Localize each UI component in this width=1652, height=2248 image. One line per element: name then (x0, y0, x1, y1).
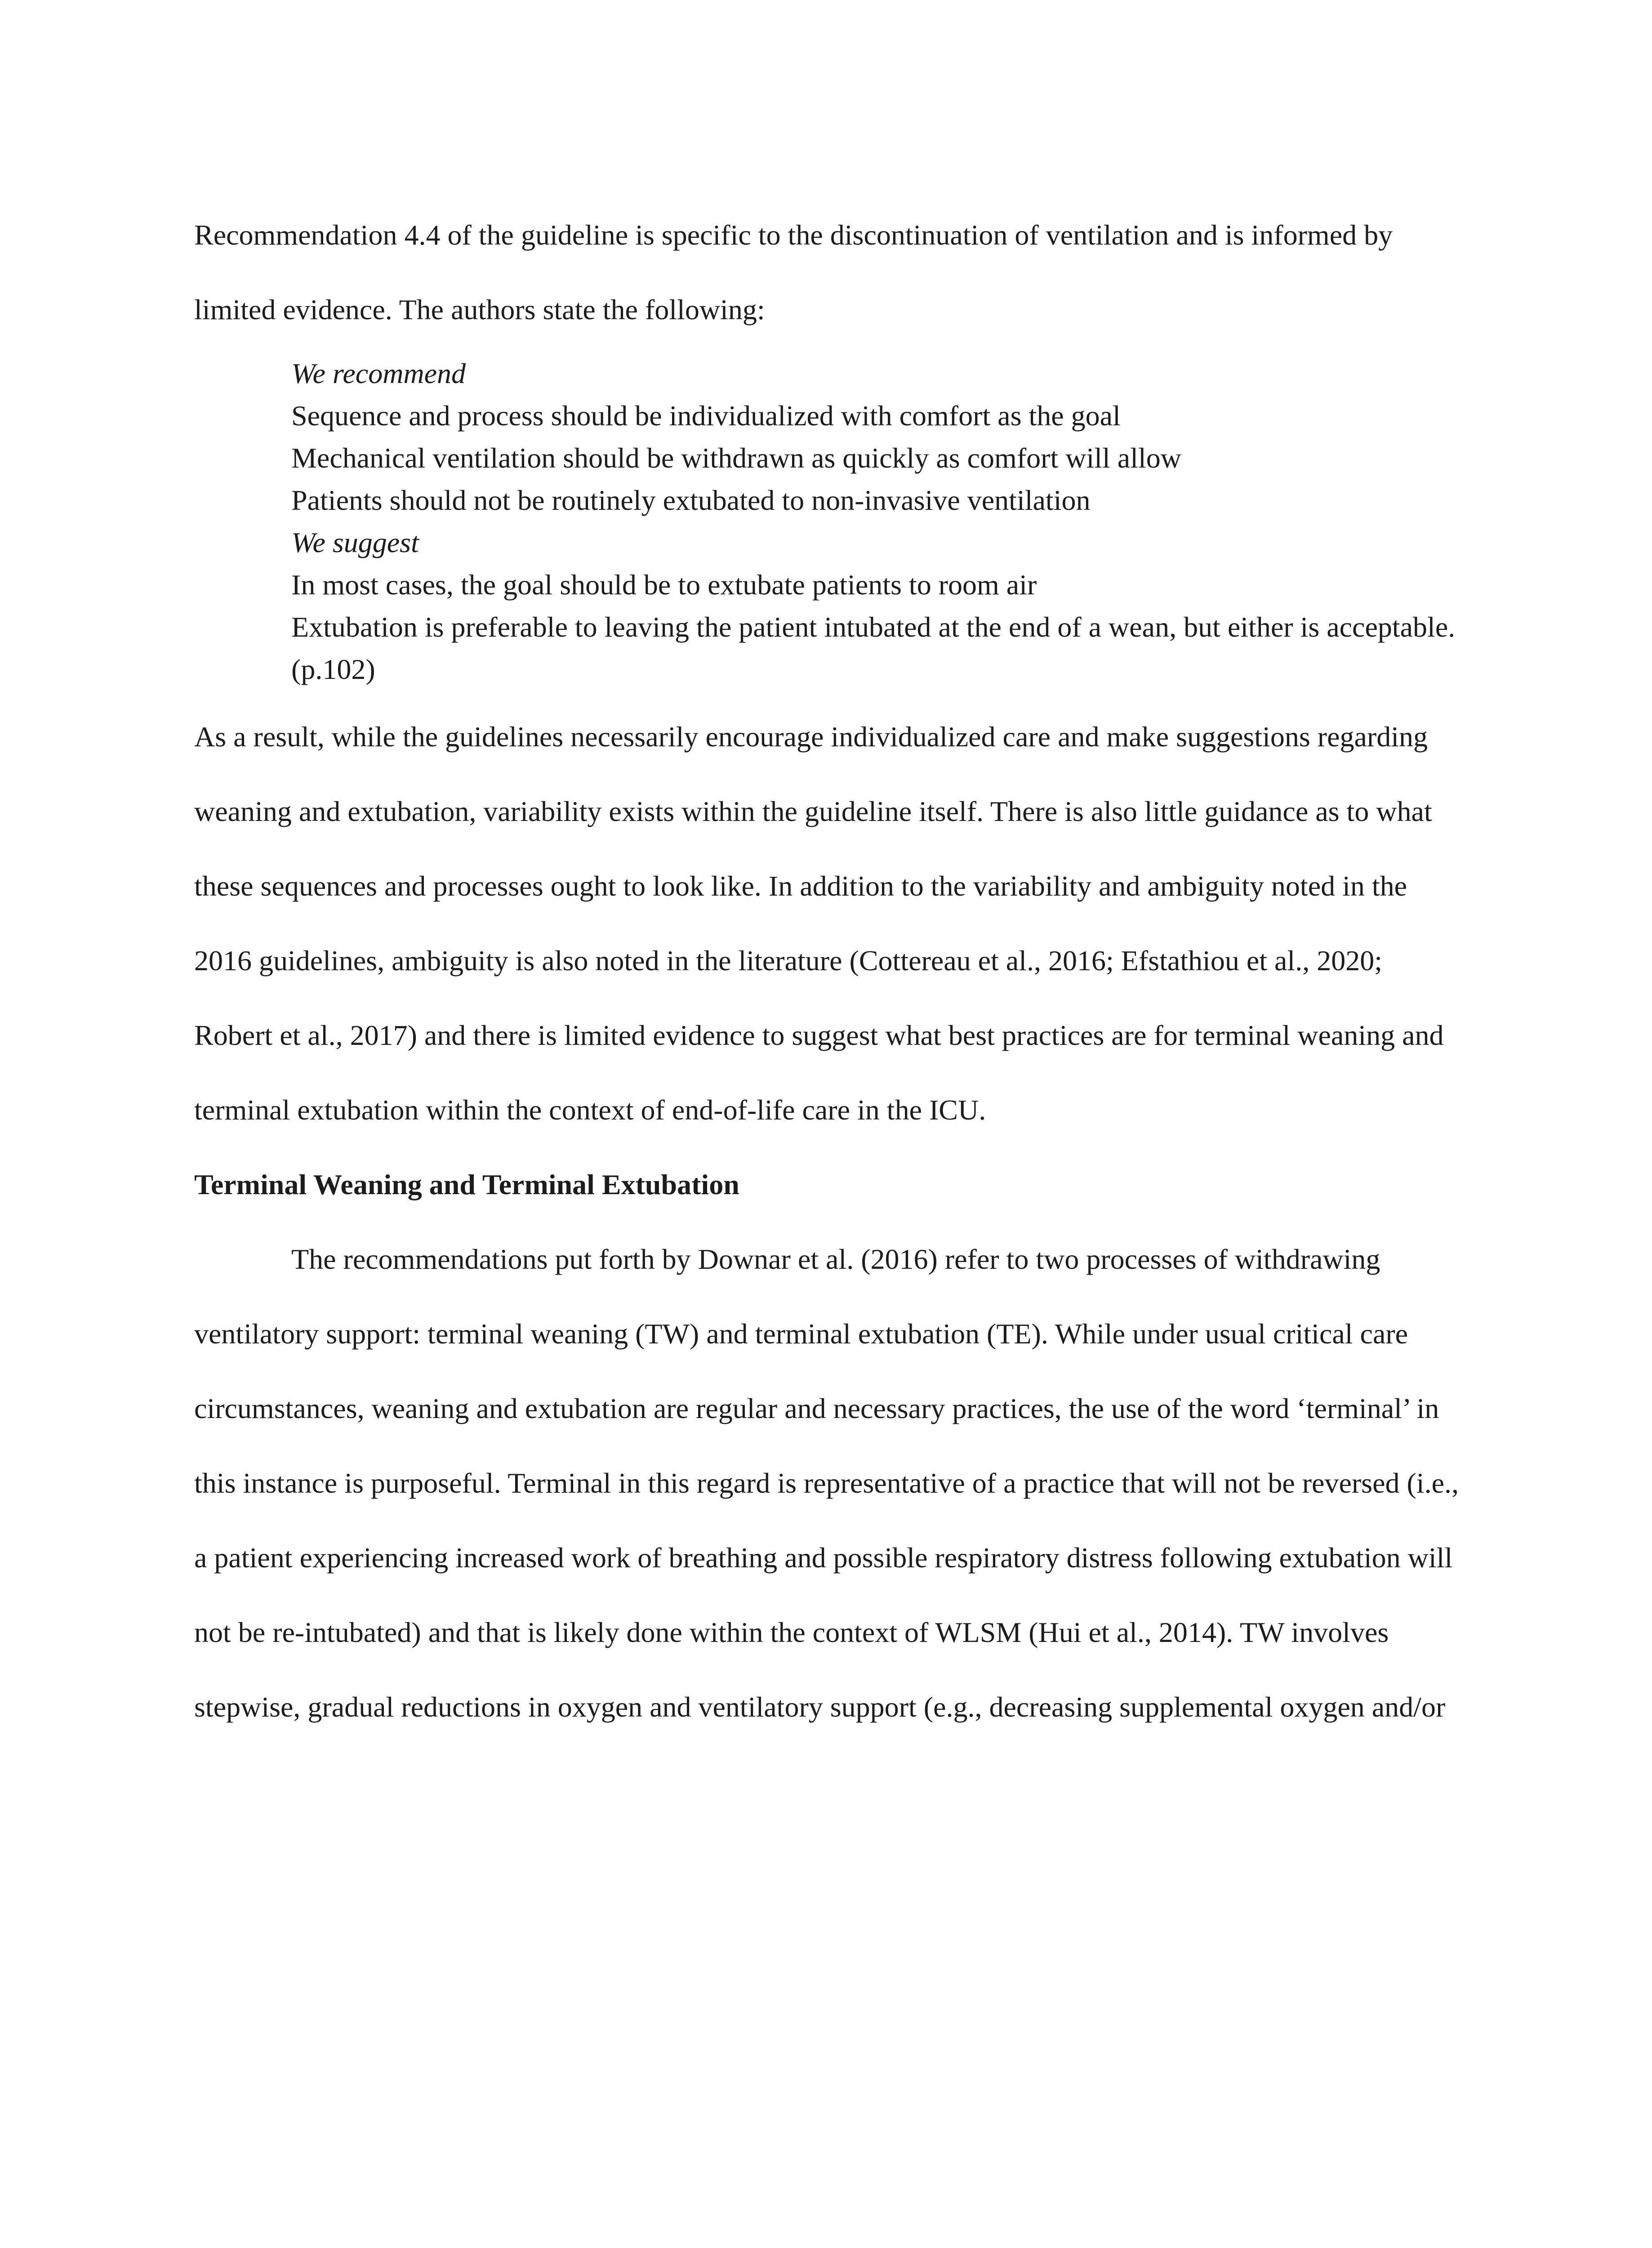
quote-recommend-heading: We recommend (291, 357, 466, 389)
quote-recommend-item: Patients should not be routinely extubated to non-invasive ventilation (291, 484, 1091, 516)
quote-recommend-item: Mechanical ventilation should be withdrawn as quickly as comfort will allow (291, 442, 1181, 474)
section-heading: Terminal Weaning and Terminal Extubation (194, 1169, 739, 1200)
quote-suggest-item: In most cases, the goal should be to extubate patients to room air (291, 569, 1037, 601)
quote-suggest-item: Extubation is preferable to leaving the patient intubated at the end of a wean, but either is acceptable. (p.102) (291, 611, 1456, 685)
terminal-paragraph: The recommendations put forth by Downar et al. (2016) refer to two processes of withdrawing ventilatory support: terminal weaning (TW) and terminal extubation (TE). While under usual critical care circumstances, weaning and extubation are regular and necessary practices, the use of the word ‘terminal’ in this instance is purposeful. Terminal in this regard is representative of a practice that will not be reversed (i.e., a patient experiencing increased work of breathing and possible respiratory distress following extubation will not be re-intubated) and that is likely done within the context of WLSM (Hui et al., 2014). TW involves stepwise, gradual reductions in oxygen and ventilatory support (e.g., decreasing supplemental oxygen and/or (194, 1243, 1459, 1723)
intro-paragraph: Recommendation 4.4 of the guideline is specific to the discontinuation of ventilation and is informed by limited evidence. The authors state the following: (194, 219, 1393, 326)
quote-recommend-item: Sequence and process should be individualized with comfort as the goal (291, 400, 1121, 432)
quote-suggest-heading: We suggest (291, 526, 419, 558)
block-quote (291, 352, 1462, 691)
result-paragraph: As a result, while the guidelines necessarily encourage individualized care and make suggestions regarding weaning and extubation, variability exists within the guideline itself. There is also little guidance as to what these sequences and processes ought to look like. In addition to the variability and ambiguity noted in the 2016 guidelines, ambiguity is also noted in the literature (Cottereau et al., 2016; Efstathiou et al., 2020; Robert et al., 2017) and there is limited evidence to suggest what best practices are for terminal weaning and terminal extubation within the context of end-of-life care in the ICU. (194, 721, 1444, 1126)
page-content (194, 198, 1462, 1744)
